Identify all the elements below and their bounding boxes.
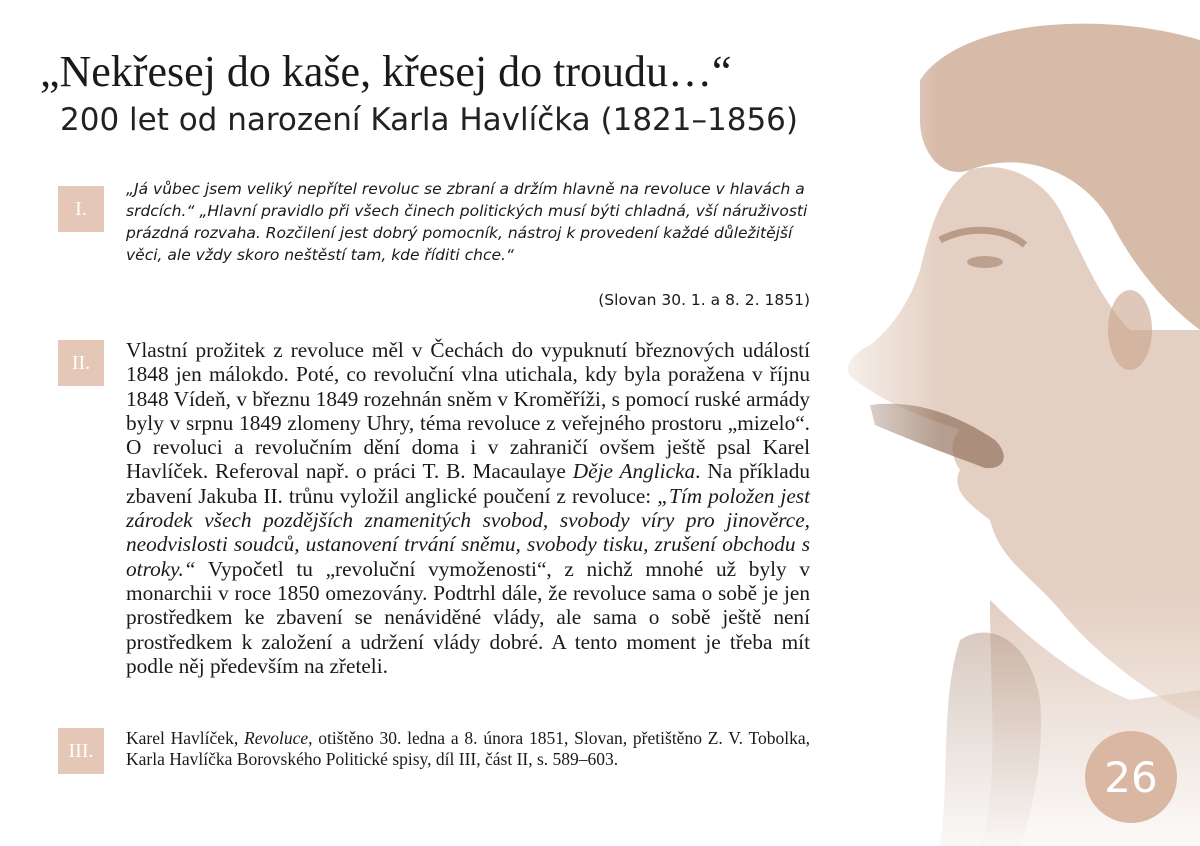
portrait-illustration (800, 0, 1200, 846)
section-1-source: (Slovan 30. 1. a 8. 2. 1851) (598, 291, 810, 309)
section-marker-1: I. (58, 186, 104, 232)
page-subtitle: 200 let od narození Karla Havlíčka (1821–1856) (60, 102, 798, 138)
section-2-text-part-3: Vypočetl tu „revoluční vymoženosti“, z nichž mnohé už byly v monarchii v roce 1850 omezovány. Podtrhl dále, že revoluce sama o sobě je jen prostředkem ke zbavení se nenáviděné vlády, ale sama o sobě ještě není prostředkem k založení a udržení vlády dobré. A tento moment je třeba mít podle něj především na zřeteli. (126, 556, 810, 678)
section-2-text-part-1: Vlastní prožitek z revoluce měl v Čechách do vypuknutí březnových událostí 1848 jen málokdo. Poté, co revoluční vlna utichala, kdy byla poražena v říjnu 1848 Vídeň, v březnu 1849 rozehnán sněm v Kroměříži, s pomocí ruské armády byly v srpnu 1849 zlomeny Uhry, téma revoluce z veřejného prostoru „mizelo“. O revoluci a revolučním dění doma i v zahraničí ovšem ještě psal Karel Havlíček. Referoval např. o práci T. B. Macaulaye (126, 338, 810, 484)
section-marker-2: II. (58, 340, 104, 386)
section-2-body (126, 338, 810, 678)
citation-work: Revoluce (244, 728, 309, 748)
book-title: Děje Anglicka (572, 459, 696, 484)
section-2-text-part-2: . Na příkladu zbavení Jakuba II. trůnu vyložil anglické poučení z revoluce: (126, 459, 810, 508)
section-marker-3: III. (58, 728, 104, 774)
page-number-badge: 26 (1085, 731, 1177, 823)
section-1-quote: „Já vůbec jsem veliký nepřítel revoluc se zbraní a držím hlavně na revoluce v hlavách a srdcích.“ „Hlavní pravidlo při všech činech politických musí býti chladná, vší náruživosti prázdná rozvaha. Rozčilení jest dobrý pomocník, nástroj k provedení každé důležitější věci, ale vždy skoro neštěstí tam, kde říditi chce.“ (126, 180, 808, 264)
inline-quote: „Tím položen jest zárodek všech pozdějších znamenitých svobod, svobody víry pro jinověrce, neodvislosti soudců, ustanovení trvání sněmu, svobody tisku, zrušení obchodu s otroky.“ (126, 483, 810, 581)
citation-details: , otištěno 30. ledna a 8. února 1851, Slovan, přetištěno Z. V. Tobolka, Karla Havlíčka Borovského Politické spisy, díl III, část II, s. 589–603. (126, 728, 810, 769)
page-title: „Nekřesej do kaše, křesej do troudu…“ (40, 47, 732, 96)
section-3-citation (126, 728, 810, 770)
citation-author: Karel Havlíček, (126, 728, 244, 748)
